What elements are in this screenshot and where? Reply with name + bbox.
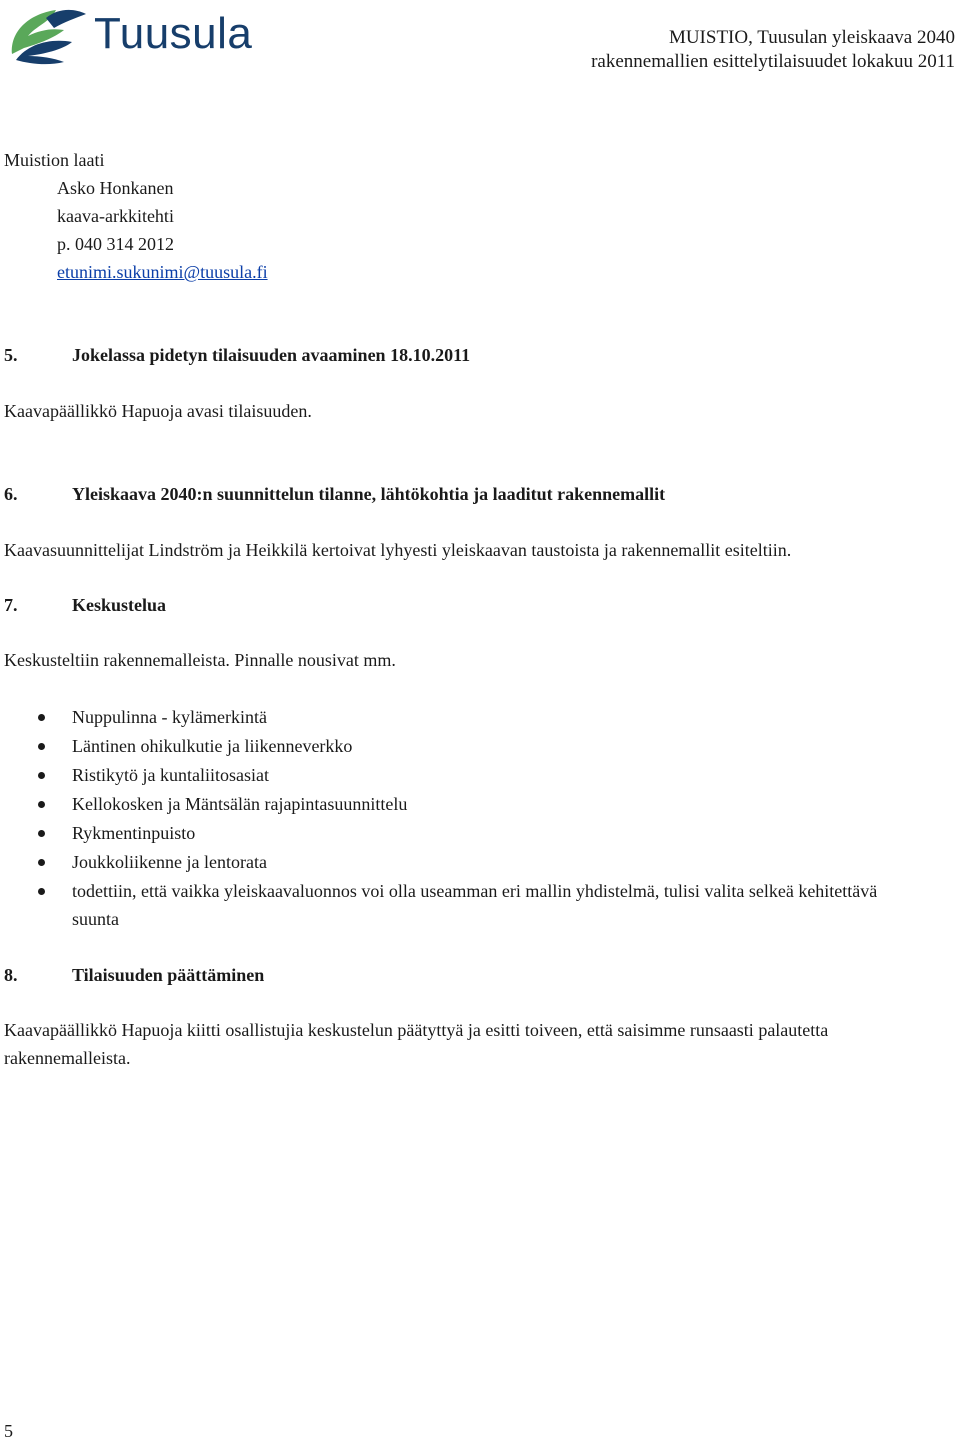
header-title-line-2: rakennemallien esittelytilaisuudet lokakuu 2011 xyxy=(591,51,955,72)
section-7-heading xyxy=(4,591,930,619)
writer-role: kaava-arkkitehti xyxy=(57,206,174,226)
list-item xyxy=(0,848,960,876)
list-item xyxy=(0,732,960,760)
bullet-icon xyxy=(38,772,45,779)
bullet-icon xyxy=(38,888,45,895)
page-number: 5 xyxy=(4,1421,13,1441)
writer-email-link[interactable]: etunimi.sukunimi@tuusula.fi xyxy=(57,262,268,282)
section-8-heading xyxy=(4,961,930,989)
section-6-body: Kaavasuunnittelijat Lindström ja Heikkilä kertoivat lyhyesti yleiskaavan taustoista ja rakennemallit esiteltiin. xyxy=(4,540,792,560)
section-5-body: Kaavapäällikkö Hapuoja avasi tilaisuuden. xyxy=(4,401,312,421)
bullet-icon xyxy=(38,830,45,837)
leaf-emblem-icon xyxy=(6,4,90,66)
writer-label: Muistion laati xyxy=(4,150,105,170)
list-item xyxy=(0,703,960,731)
bullet-icon xyxy=(38,743,45,750)
list-item xyxy=(0,790,960,818)
tuusula-logo xyxy=(6,4,286,66)
minutes-writer-block xyxy=(4,146,930,286)
bullet-icon xyxy=(38,859,45,866)
document-header xyxy=(591,26,955,74)
section-6-title: Yleiskaava 2040:n suunnittelun tilanne, lähtökohtia ja laaditut rakennemallit xyxy=(72,484,666,504)
section-6-heading xyxy=(4,480,930,508)
list-item-text: Rykmentinpuisto xyxy=(72,823,196,843)
list-item-text: todettiin, että vaikka yleiskaavaluonnos voi olla useamman eri mallin yhdistelmä, tulisi valita selkeä kehitettävä suunta xyxy=(72,881,878,929)
section-5-heading xyxy=(4,341,930,369)
list-item-text: Kellokosken ja Mäntsälän rajapintasuunnittelu xyxy=(72,794,408,814)
logo-wordmark: Tuusula xyxy=(94,9,253,58)
writer-phone: p. 040 314 2012 xyxy=(57,234,174,254)
section-5-title: Jokelassa pidetyn tilaisuuden avaaminen 18.10.2011 xyxy=(72,345,471,365)
header-title-line-1: MUISTIO, Tuusulan yleiskaava 2040 xyxy=(668,27,955,48)
section-6-number: 6. xyxy=(4,484,18,504)
discussion-bullet-list xyxy=(0,703,960,933)
section-7-body: Keskusteltiin rakennemalleista. Pinnalle nousivat mm. xyxy=(4,650,396,670)
section-7-title: Keskustelua xyxy=(72,595,167,615)
list-item-text: Nuppulinna - kylämerkintä xyxy=(72,707,267,727)
bullet-icon xyxy=(38,801,45,808)
section-8-body: Kaavapäällikkö Hapuoja kiitti osallistujia keskustelun päätyttyä ja esitti toiveen, että saisimme runsaasti palautetta rakennemalleista. xyxy=(4,1020,829,1068)
list-item xyxy=(0,877,960,933)
bullet-icon xyxy=(38,714,45,721)
list-item xyxy=(0,819,960,847)
list-item-text: Ristikytö ja kuntaliitosasiat xyxy=(72,765,269,785)
section-7-number: 7. xyxy=(4,595,18,615)
section-5-number: 5. xyxy=(4,345,18,365)
list-item xyxy=(0,761,960,789)
section-8-title: Tilaisuuden päättäminen xyxy=(72,965,265,985)
list-item-text: Joukkoliikenne ja lentorata xyxy=(72,852,267,872)
writer-name: Asko Honkanen xyxy=(57,178,174,198)
list-item-text: Läntinen ohikulkutie ja liikenneverkko xyxy=(72,736,353,756)
section-8-number: 8. xyxy=(4,965,18,985)
